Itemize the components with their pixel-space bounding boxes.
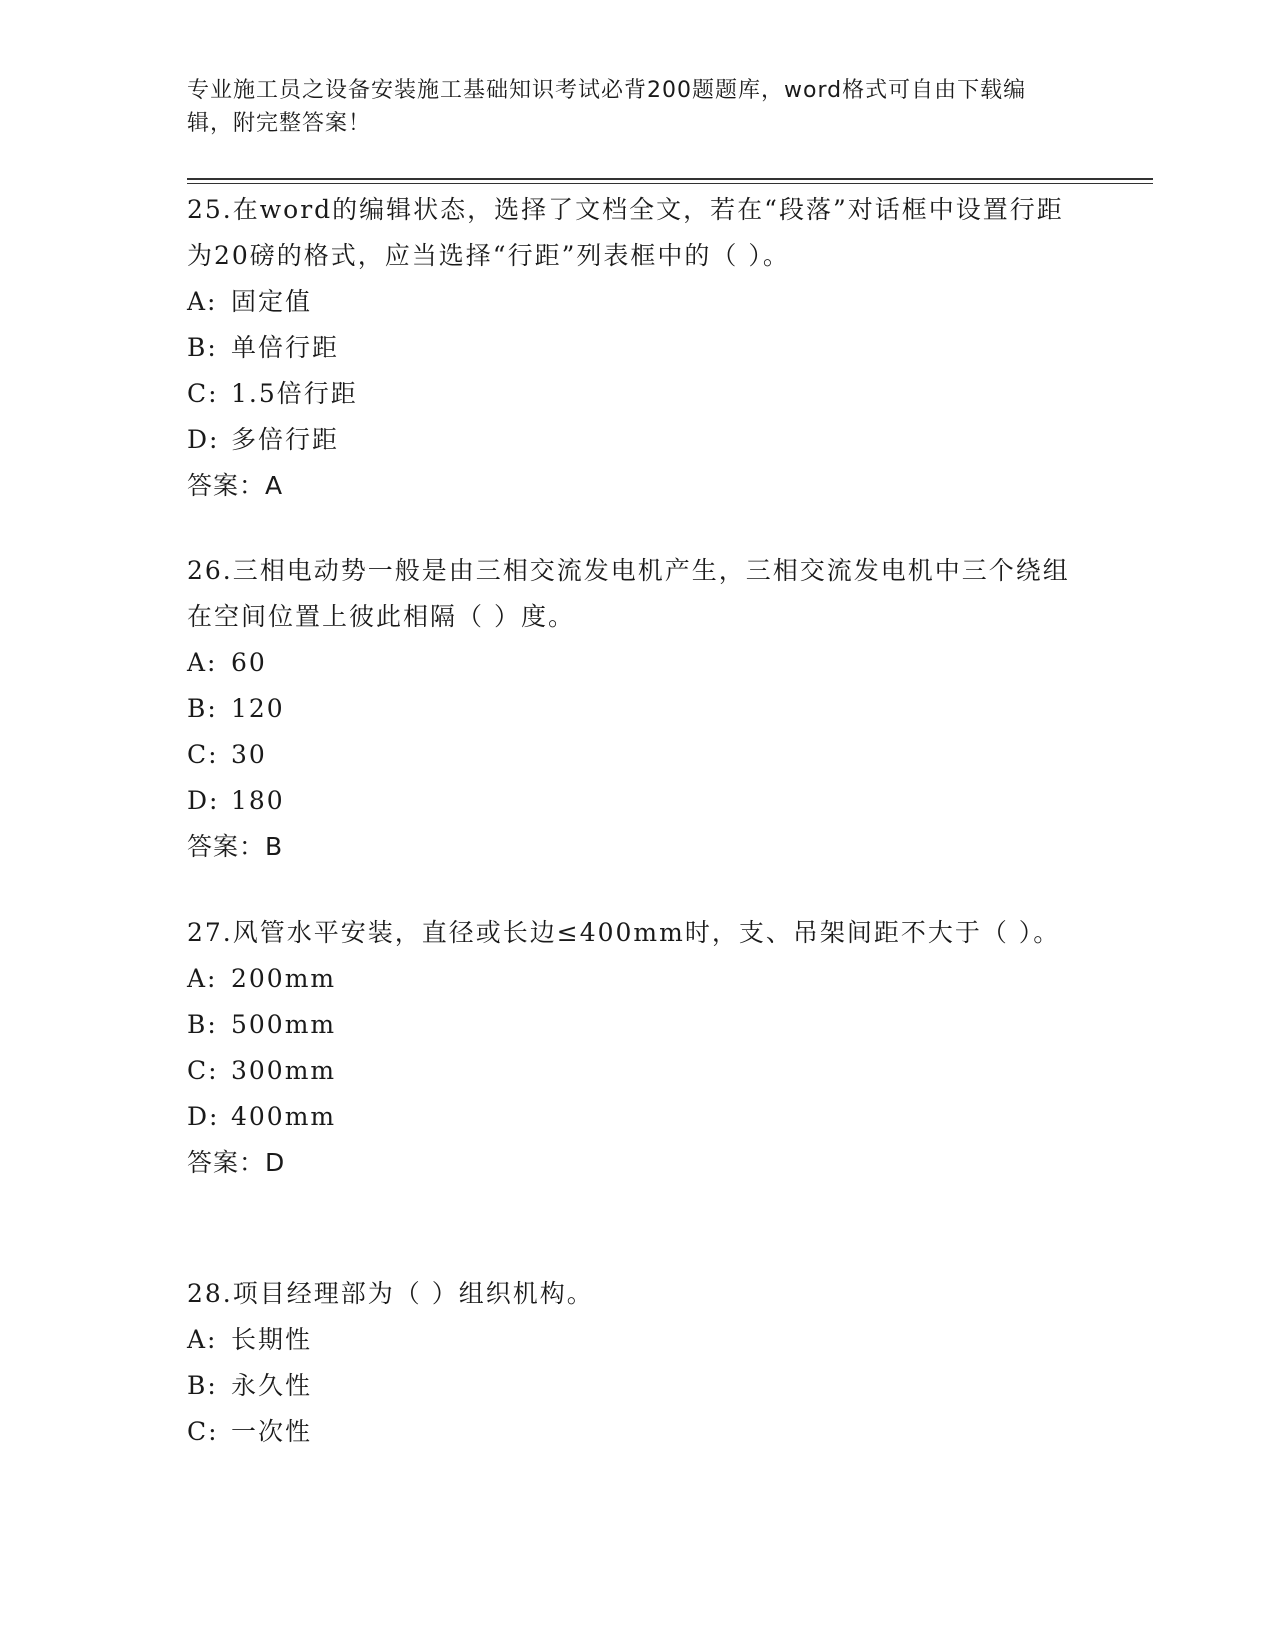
option-value: 300mm xyxy=(231,1056,337,1085)
option-key: C: xyxy=(187,1417,219,1446)
header-divider-thin xyxy=(187,183,1153,184)
option-b xyxy=(187,1002,1087,1048)
option-value: 200mm xyxy=(231,964,337,993)
option-key: A: xyxy=(187,964,218,993)
option-b xyxy=(187,686,1087,732)
option-value: 1.5倍行距 xyxy=(231,379,358,408)
question-27 xyxy=(187,910,1087,1186)
option-key: B: xyxy=(187,333,218,362)
option-d xyxy=(187,417,1087,463)
option-value: 400mm xyxy=(231,1102,337,1131)
question-text: 25.在word的编辑状态，选择了文档全文，若在“段落”对话框中设置行距为20磅的格式，应当选择“行距”列表框中的（ ）。 xyxy=(187,195,1064,270)
answer-text: 答案：A xyxy=(187,471,284,500)
option-value: 30 xyxy=(231,740,267,769)
option-key: D: xyxy=(187,786,220,815)
option-key: C: xyxy=(187,1056,219,1085)
question-25 xyxy=(187,187,1087,509)
option-key: D: xyxy=(187,1102,220,1131)
option-a xyxy=(187,1317,1087,1363)
option-d xyxy=(187,1094,1087,1140)
option-d xyxy=(187,778,1087,824)
question-text: 28.项目经理部为（ ）组织机构。 xyxy=(187,1279,594,1308)
option-value: 永久性 xyxy=(231,1371,313,1400)
option-key: A: xyxy=(187,1325,218,1354)
option-value: 一次性 xyxy=(231,1417,313,1446)
option-key: C: xyxy=(187,379,219,408)
option-b xyxy=(187,1363,1087,1409)
answer-text: 答案：B xyxy=(187,832,284,861)
option-a xyxy=(187,640,1087,686)
question-text: 27.风管水平安装，直径或长边≤400mm时，支、吊架间距不大于（ ）。 xyxy=(187,918,1061,947)
option-c xyxy=(187,1048,1087,1094)
question-28 xyxy=(187,1271,1087,1455)
option-b xyxy=(187,325,1087,371)
option-value: 多倍行距 xyxy=(231,425,340,454)
option-value: 单倍行距 xyxy=(231,333,340,362)
header-divider-thick xyxy=(187,178,1153,180)
option-c xyxy=(187,1409,1087,1455)
option-a xyxy=(187,956,1087,1002)
option-c xyxy=(187,732,1087,778)
option-value: 500mm xyxy=(231,1010,337,1039)
option-value: 60 xyxy=(231,648,267,677)
option-key: C: xyxy=(187,740,219,769)
option-key: A: xyxy=(187,648,218,677)
option-key: B: xyxy=(187,694,218,723)
option-value: 固定值 xyxy=(231,287,313,316)
option-key: B: xyxy=(187,1371,218,1400)
option-c xyxy=(187,371,1087,417)
question-26 xyxy=(187,548,1087,870)
option-value: 120 xyxy=(231,694,285,723)
option-value: 180 xyxy=(231,786,285,815)
option-key: D: xyxy=(187,425,220,454)
document-header-title: 专业施工员之设备安装施工基础知识考试必背200题题库，word格式可自由下载编辑，附完整答案！ xyxy=(187,78,1027,136)
option-a xyxy=(187,279,1087,325)
option-key: A: xyxy=(187,287,218,316)
option-value: 长期性 xyxy=(231,1325,313,1354)
answer-text: 答案：D xyxy=(187,1148,286,1177)
question-text: 26.三相电动势一般是由三相交流发电机产生，三相交流发电机中三个绕组在空间位置上彼此相隔（ ）度。 xyxy=(187,556,1070,631)
option-key: B: xyxy=(187,1010,218,1039)
